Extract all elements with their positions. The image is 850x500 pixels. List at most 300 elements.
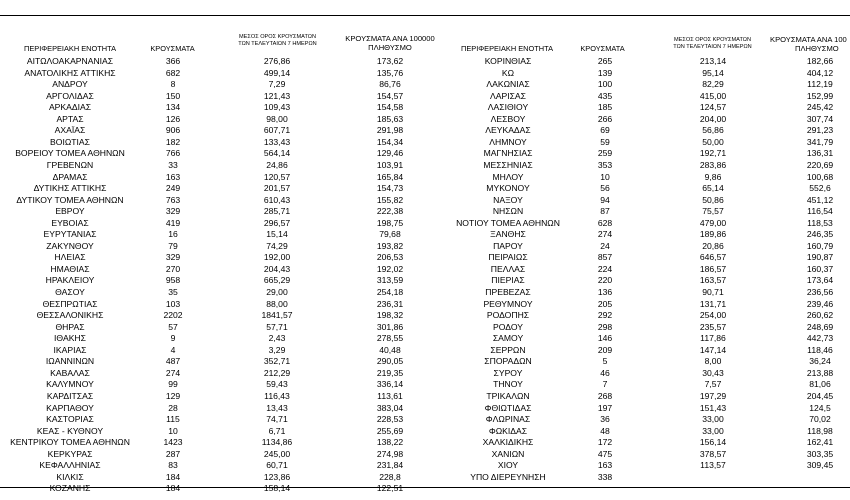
region-name-cell: ΘΗΡΑΣ (55, 321, 85, 332)
cases-cell: 129 (165, 390, 181, 401)
table-row (0, 333, 850, 345)
region-name-cell: ΚΑΛΥΜΝΟΥ (46, 379, 94, 390)
avg-7day-cell: 204,00 (699, 113, 727, 124)
cases-cell: 5 (602, 356, 608, 367)
table-row (0, 437, 850, 449)
cases-cell: 35 (168, 287, 178, 297)
header-per100k-line2: ΠΛΗΘΥΣΜΟ (368, 42, 412, 52)
table-row (0, 218, 850, 230)
per100k-cell: 336,14 (376, 379, 404, 390)
table-row (0, 472, 850, 484)
cases-cell: 59 (600, 136, 610, 147)
header-avg-line2: ΤΩΝ ΤΕΛΕΥΤΑΙΩΝ 7 ΗΜΕΡΩΝ (673, 44, 752, 50)
per100k-cell: 173,62 (376, 56, 404, 66)
avg-7day-cell: 213,14 (699, 56, 727, 66)
cases-cell: 209 (597, 344, 613, 355)
cases-cell: 33 (168, 159, 178, 170)
table-row (0, 125, 850, 137)
per100k-cell: 154,57 (376, 90, 404, 101)
table-row (0, 310, 850, 322)
avg-7day-cell: 201,57 (263, 183, 291, 194)
table-row (0, 137, 850, 149)
per100k-cell: 173,64 (806, 275, 834, 286)
per100k-cell: 118,46 (807, 344, 833, 355)
per100k-cell: 291,23 (806, 125, 834, 136)
table-row (0, 195, 850, 207)
region-name-cell: ΖΑΚΥΝΘΟΥ (46, 240, 94, 251)
region-name-cell: ΤΗΝΟΥ (493, 379, 523, 390)
table-row (0, 114, 850, 126)
region-name-cell: ΠΑΡΟΥ (493, 240, 523, 251)
region-name-cell: ΦΩΚΙΔΑΣ (488, 425, 528, 436)
region-name-cell: ΝΑΞΟΥ (493, 194, 523, 205)
cases-cell: 366 (165, 56, 181, 66)
per100k-cell: 231,84 (376, 460, 404, 471)
avg-7day-cell: 60,71 (266, 460, 288, 471)
region-name-cell: ΔΡΑΜΑΣ (52, 171, 88, 182)
region-name-cell: ΡΟΔΟΥ (493, 321, 523, 332)
cases-cell: 9 (170, 333, 176, 344)
cases-cell: 94 (600, 194, 610, 205)
avg-7day-cell: 276,86 (263, 56, 291, 66)
region-name-cell: ΚΕΦΑΛΛΗΝΙΑΣ (39, 460, 101, 471)
cases-cell: 197 (597, 402, 613, 413)
cases-cell: 79 (168, 240, 178, 251)
avg-7day-cell: 74,71 (266, 414, 288, 425)
per100k-cell: 136,31 (806, 148, 834, 159)
per100k-cell: 222,38 (376, 206, 404, 217)
cases-cell: 8 (170, 79, 176, 90)
per100k-cell: 70,02 (809, 414, 831, 425)
avg-7day-cell: 131,71 (699, 298, 727, 309)
cases-cell: 224 (597, 263, 613, 274)
region-name-cell: ΤΡΙΚΑΛΩΝ (486, 390, 530, 401)
region-name-cell: ΣΑΜΟΥ (492, 333, 524, 344)
header-region-right: ΠΕΡΙΦΕΡΕΙΑΚΗ ΕΝΟΤΗΤΑ (461, 44, 553, 53)
cases-cell: 353 (597, 159, 613, 170)
region-name-cell: ΠΡΕΒΕΖΑΣ (485, 287, 531, 297)
per100k-cell: 162,41 (806, 437, 834, 448)
avg-7day-cell: 113,57 (700, 460, 726, 471)
per100k-cell: 40,48 (379, 344, 401, 355)
table-row (0, 287, 850, 299)
avg-7day-cell: 133,43 (263, 136, 291, 147)
table-row (0, 68, 850, 80)
per100k-cell: 118,53 (807, 217, 833, 228)
region-name-cell: ΜΑΓΝΗΣΙΑΣ (483, 148, 533, 159)
header-cases-right: ΚΡΟΥΣΜΑΤΑ (580, 44, 625, 53)
per100k-cell: 152,99 (806, 90, 834, 101)
avg-7day-cell: 415,00 (699, 90, 727, 101)
header-per100k-line1: ΚΡΟΥΣΜΑΤΑ ΑΝΑ 100 (770, 36, 847, 44)
cases-cell: 475 (597, 448, 613, 459)
table-row (0, 368, 850, 380)
cases-cell: 100 (597, 79, 613, 90)
avg-7day-cell: 59,43 (266, 379, 288, 390)
header-avg-line2: ΤΩΝ ΤΕΛΕΥΤΑΙΩΝ 7 ΗΜΕΡΩΝ (238, 41, 317, 47)
cases-cell: 628 (597, 217, 613, 228)
region-name-cell: ΑΡΚΑΔΙΑΣ (48, 102, 92, 113)
region-name-cell: ΝΗΣΩΝ (492, 206, 524, 217)
table-row (0, 264, 850, 276)
cases-cell: 184 (165, 471, 181, 482)
table-row (0, 414, 850, 426)
avg-7day-cell: 197,29 (699, 390, 727, 401)
avg-7day-cell: 124,57 (699, 102, 727, 113)
cases-cell: 146 (597, 333, 613, 344)
per100k-cell: 274,98 (376, 448, 404, 459)
region-name-cell: ΙΩΑΝΝΙΝΩΝ (45, 356, 95, 367)
cases-cell: 287 (165, 448, 181, 459)
avg-7day-cell: 610,43 (263, 194, 291, 205)
table-row (0, 172, 850, 184)
avg-7day-cell: 121,43 (263, 90, 291, 101)
table-row (0, 345, 850, 357)
cases-cell: 249 (165, 183, 181, 194)
region-name-cell: ΛΕΥΚΑΔΑΣ (485, 125, 531, 136)
region-name-cell: ΣΠΟΡΑΔΩΝ (484, 356, 532, 367)
region-name-cell: ΙΚΑΡΙΑΣ (53, 344, 87, 355)
per100k-cell: 213,88 (806, 367, 834, 378)
region-name-cell: ΠΕΛΛΑΣ (490, 263, 526, 274)
cases-cell: 185 (597, 102, 613, 113)
per100k-cell: 103,91 (376, 159, 404, 170)
cases-cell: 274 (165, 367, 181, 378)
region-name-cell: ΘΑΣΟΥ (55, 287, 85, 297)
per100k-cell: 165,84 (376, 171, 404, 182)
region-name-cell: ΑΧΑΪΑΣ (54, 125, 86, 136)
cases-cell: 126 (165, 113, 181, 124)
per100k-cell: 36,24 (809, 356, 831, 367)
per100k-cell: 185,63 (376, 113, 404, 124)
avg-7day-cell: 158,14 (263, 483, 291, 494)
avg-7day-cell: 116,43 (264, 390, 290, 401)
avg-7day-cell: 15,14 (266, 229, 288, 240)
avg-7day-cell: 20,86 (702, 240, 724, 251)
avg-7day-cell: 29,00 (266, 287, 288, 297)
region-name-cell: ΔΥΤΙΚΗΣ ΑΤΤΙΚΗΣ (33, 183, 107, 194)
cases-cell: 766 (165, 148, 181, 159)
region-name-cell: ΚΟΡΙΝΘΙΑΣ (484, 56, 532, 66)
region-name-cell: ΚΩ (501, 67, 515, 78)
table-row (0, 160, 850, 172)
region-name-cell: ΑΡΤΑΣ (56, 113, 84, 124)
region-name-cell: ΠΙΕΡΙΑΣ (491, 275, 525, 286)
cases-cell: 259 (597, 148, 613, 159)
avg-7day-cell: 378,57 (699, 448, 727, 459)
per100k-cell: 190,87 (806, 252, 834, 263)
header-avg-line1: ΜΕΣΟΣ ΟΡΟΣ ΚΡΟΥΣΜΑΤΩΝ (674, 37, 751, 43)
per100k-cell: 192,02 (376, 263, 404, 274)
per100k-cell: 278,55 (376, 333, 404, 344)
region-name-cell: ΧΑΝΙΩΝ (491, 448, 525, 459)
avg-7day-cell: 204,43 (263, 263, 291, 274)
per100k-cell: 206,53 (376, 252, 404, 263)
avg-7day-cell: 2,43 (268, 333, 286, 344)
table-row (0, 148, 850, 160)
per100k-cell: 254,18 (376, 287, 404, 297)
per100k-cell: 79,68 (379, 229, 401, 240)
region-name-cell: ΔΥΤΙΚΟΥ ΤΟΜΕΑ ΑΘΗΝΩΝ (16, 194, 124, 205)
cases-cell: 99 (168, 379, 178, 390)
avg-7day-cell: 7,29 (268, 79, 286, 90)
cases-cell: 56 (600, 183, 610, 194)
table-row (0, 241, 850, 253)
avg-7day-cell: 6,71 (268, 425, 286, 436)
region-name-cell: ΚΑΣΤΟΡΙΑΣ (46, 414, 94, 425)
per100k-cell: 160,79 (806, 240, 834, 251)
cases-cell: 182 (165, 136, 181, 147)
cases-cell: 2202 (163, 310, 183, 321)
per100k-cell: 236,56 (806, 287, 834, 297)
per100k-cell: 118,98 (807, 425, 833, 436)
avg-7day-cell: 50,00 (702, 136, 724, 147)
per100k-cell: 129,46 (376, 148, 404, 159)
per100k-cell: 122,51 (376, 483, 404, 494)
table-row (0, 299, 850, 311)
table-row (0, 102, 850, 114)
cases-cell: 69 (600, 125, 610, 136)
region-name-cell: ΡΕΘΥΜΝΟΥ (483, 298, 533, 309)
region-name-cell: ΒΟΡΕΙΟΥ ΤΟΜΕΑ ΑΘΗΝΩΝ (15, 148, 125, 159)
avg-7day-cell: 254,00 (699, 310, 727, 321)
avg-7day-cell: 283,86 (699, 159, 727, 170)
header-avg-right (660, 37, 765, 51)
cases-cell: 435 (597, 90, 613, 101)
region-name-cell: ΛΕΣΒΟΥ (490, 113, 526, 124)
cases-cell: 57 (168, 321, 178, 332)
region-name-cell: ΚΙΛΚΙΣ (56, 471, 84, 482)
per100k-cell: 138,22 (376, 437, 404, 448)
region-name-cell: ΑΡΓΟΛΙΔΑΣ (46, 90, 94, 101)
avg-7day-cell: 163,57 (699, 275, 727, 286)
cases-cell: 205 (597, 298, 613, 309)
table-row (0, 379, 850, 391)
region-name-cell: ΜΗΛΟΥ (492, 171, 524, 182)
cases-cell: 268 (597, 390, 613, 401)
avg-7day-cell: 607,71 (263, 125, 291, 136)
avg-7day-cell: 13,43 (266, 402, 288, 413)
avg-7day-cell: 57,71 (266, 321, 288, 332)
avg-7day-cell: 147,14 (699, 344, 727, 355)
table-row (0, 56, 850, 68)
region-name-cell: ΘΕΣΠΡΩΤΙΑΣ (42, 298, 98, 309)
per100k-cell: 442,73 (806, 333, 834, 344)
region-name-cell: ΠΕΙΡΑΙΩΣ (488, 252, 528, 263)
per100k-cell: 451,12 (806, 194, 834, 205)
cases-cell: 150 (165, 90, 181, 101)
cases-cell: 7 (602, 379, 608, 390)
per100k-cell: 383,04 (376, 402, 404, 413)
region-name-cell: ΚΕΡΚΥΡΑΣ (47, 448, 93, 459)
per100k-cell: 160,37 (806, 263, 834, 274)
cases-cell: 163 (165, 171, 181, 182)
per100k-cell: 228,8 (379, 471, 401, 482)
region-name-cell: ΑΝΑΤΟΛΙΚΗΣ ΑΤΤΙΚΗΣ (24, 67, 116, 78)
cases-cell: 270 (165, 263, 181, 274)
table-row (0, 391, 850, 403)
avg-7day-cell: 189,86 (699, 229, 727, 240)
cases-cell: 266 (597, 113, 613, 124)
region-name-cell: ΚΟΖΑΝΗΣ (49, 483, 91, 494)
avg-7day-cell: 50,86 (702, 194, 724, 205)
header-avg-left (225, 34, 330, 48)
avg-7day-cell: 8,00 (704, 356, 722, 367)
cases-cell: 83 (168, 460, 178, 471)
header-cases-left: ΚΡΟΥΣΜΑΤΑ (150, 44, 195, 53)
table-row (0, 91, 850, 103)
table-row (0, 252, 850, 264)
avg-7day-cell: 109,43 (263, 102, 291, 113)
avg-7day-cell: 120,57 (263, 171, 291, 182)
cases-cell: 10 (600, 171, 610, 182)
cases-cell: 184 (165, 483, 181, 494)
header-per100k-line2: ΠΛΗΘΥΣΜΟ (795, 43, 839, 53)
avg-7day-cell: 245,00 (263, 448, 291, 459)
region-name-cell: ΙΘΑΚΗΣ (54, 333, 86, 344)
avg-7day-cell: 665,29 (263, 275, 291, 286)
cases-cell: 763 (165, 194, 181, 205)
cases-cell: 682 (165, 67, 181, 78)
cases-cell: 265 (597, 56, 613, 66)
per100k-cell: 307,74 (806, 113, 834, 124)
region-name-cell: ΗΜΑΘΙΑΣ (50, 263, 90, 274)
per100k-cell: 236,31 (376, 298, 404, 309)
per100k-cell: 154,73 (376, 183, 404, 194)
per100k-cell: 198,32 (376, 310, 404, 321)
avg-7day-cell: 296,57 (263, 217, 291, 228)
region-name-cell: ΛΑΚΩΝΙΑΣ (486, 79, 530, 90)
region-name-cell: ΛΑΣΙΘΙΟΥ (487, 102, 529, 113)
cases-cell: 274 (597, 229, 613, 240)
cases-cell: 338 (597, 471, 613, 482)
table-row (0, 322, 850, 334)
per100k-cell: 239,46 (806, 298, 834, 309)
region-name-cell: ΛΑΡΙΣΑΣ (490, 90, 526, 101)
region-name-cell: ΑΙΤΩΛΟΑΚΑΡΝΑΝΙΑΣ (26, 56, 114, 66)
region-name-cell: ΚΑΡΔΙΤΣΑΣ (46, 390, 94, 401)
header-per100k-right (765, 36, 850, 53)
per100k-cell: 198,75 (376, 217, 404, 228)
header-avg-line1: ΜΕΣΟΣ ΟΡΟΣ ΚΡΟΥΣΜΑΤΩΝ (239, 34, 316, 40)
per100k-cell: 260,62 (806, 310, 834, 321)
region-name-cell: ΗΡΑΚΛΕΙΟΥ (45, 275, 95, 286)
avg-7day-cell: 95,14 (702, 67, 724, 78)
cases-cell: 139 (597, 67, 613, 78)
cases-cell: 292 (597, 310, 613, 321)
per100k-cell: 193,82 (376, 240, 404, 251)
per100k-cell: 301,86 (376, 321, 404, 332)
avg-7day-cell: 646,57 (699, 252, 727, 263)
avg-7day-cell: 352,71 (263, 356, 291, 367)
avg-7day-cell: 192,00 (263, 252, 291, 263)
avg-7day-cell: 33,00 (702, 425, 724, 436)
cases-cell: 10 (168, 425, 178, 436)
per100k-cell: 116,54 (807, 206, 833, 217)
cases-cell: 4 (170, 344, 176, 355)
per100k-cell: 124,5 (809, 402, 831, 413)
avg-7day-cell: 1134,86 (261, 437, 293, 448)
region-name-cell: ΑΝΔΡΟΥ (52, 79, 88, 90)
per100k-cell: 303,35 (806, 448, 834, 459)
cases-cell: 48 (600, 425, 610, 436)
region-name-cell: ΧΙΟΥ (497, 460, 519, 471)
avg-7day-cell: 7,57 (704, 379, 722, 390)
avg-7day-cell: 65,14 (702, 183, 724, 194)
table-row (0, 206, 850, 218)
per100k-cell: 182,66 (806, 56, 834, 66)
per100k-cell: 404,12 (806, 67, 834, 78)
region-name-cell: ΥΠΟ ΔΙΕΡΕΥΝΗΣΗ (470, 471, 546, 482)
region-name-cell: ΡΟΔΟΠΗΣ (486, 310, 530, 321)
cases-cell: 24 (600, 240, 610, 251)
avg-7day-cell: 74,29 (266, 240, 288, 251)
table-row (0, 483, 850, 495)
avg-7day-cell: 151,43 (699, 402, 727, 413)
per100k-cell: 81,06 (809, 379, 831, 390)
table-row (0, 449, 850, 461)
per100k-cell: 255,69 (376, 425, 404, 436)
avg-7day-cell: 82,29 (702, 79, 724, 90)
region-name-cell: ΜΥΚΟΝΟΥ (486, 183, 530, 194)
avg-7day-cell: 33,00 (702, 414, 724, 425)
avg-7day-cell: 3,29 (268, 344, 286, 355)
avg-7day-cell: 564,14 (263, 148, 291, 159)
per100k-cell: 341,79 (806, 136, 834, 147)
region-name-cell: ΘΕΣΣΑΛΟΝΙΚΗΣ (36, 310, 104, 321)
cases-cell: 487 (165, 356, 181, 367)
region-name-cell: ΓΡΕΒΕΝΩΝ (46, 159, 94, 170)
region-name-cell: ΜΕΣΣΗΝΙΑΣ (483, 159, 533, 170)
avg-7day-cell: 123,86 (263, 471, 291, 482)
table-row (0, 183, 850, 195)
avg-7day-cell: 24,86 (266, 159, 288, 170)
cases-cell: 220 (597, 275, 613, 286)
cases-cell: 163 (597, 460, 613, 471)
avg-7day-cell: 75,57 (702, 206, 724, 217)
avg-7day-cell: 479,00 (699, 217, 727, 228)
cases-cell: 36 (600, 414, 610, 425)
cases-cell: 1423 (163, 437, 183, 448)
region-name-cell: ΛΗΜΝΟΥ (489, 136, 527, 147)
region-name-cell: ΗΛΕΙΑΣ (54, 252, 86, 263)
cases-cell: 329 (165, 206, 181, 217)
cases-cell: 172 (597, 437, 613, 448)
per100k-cell: 313,59 (376, 275, 404, 286)
cases-cell: 298 (597, 321, 613, 332)
region-name-cell: ΦΘΙΩΤΙΔΑΣ (484, 402, 532, 413)
per100k-cell: 309,45 (806, 460, 834, 471)
per100k-cell: 154,58 (376, 102, 404, 113)
table-row (0, 79, 850, 91)
cases-cell: 28 (168, 402, 178, 413)
avg-7day-cell: 212,29 (263, 367, 291, 378)
cases-cell: 16 (168, 229, 178, 240)
per100k-cell: 219,35 (376, 367, 404, 378)
per100k-cell: 86,76 (379, 79, 401, 90)
table-row (0, 275, 850, 287)
region-name-cell: ΚΑΡΠΑΘΟΥ (46, 402, 94, 413)
avg-7day-cell: 30,43 (702, 367, 724, 378)
region-name-cell: ΞΑΝΘΗΣ (490, 229, 526, 240)
per100k-cell: 155,82 (376, 194, 404, 205)
per100k-cell: 220,69 (806, 159, 834, 170)
region-name-cell: ΣΕΡΡΩΝ (490, 344, 526, 355)
region-name-cell: ΦΛΩΡΙΝΑΣ (485, 414, 531, 425)
region-name-cell: ΧΑΛΚΙΔΙΚΗΣ (482, 437, 534, 448)
per100k-cell: 291,98 (376, 125, 404, 136)
region-name-cell: ΕΥΒΟΙΑΣ (51, 217, 89, 228)
